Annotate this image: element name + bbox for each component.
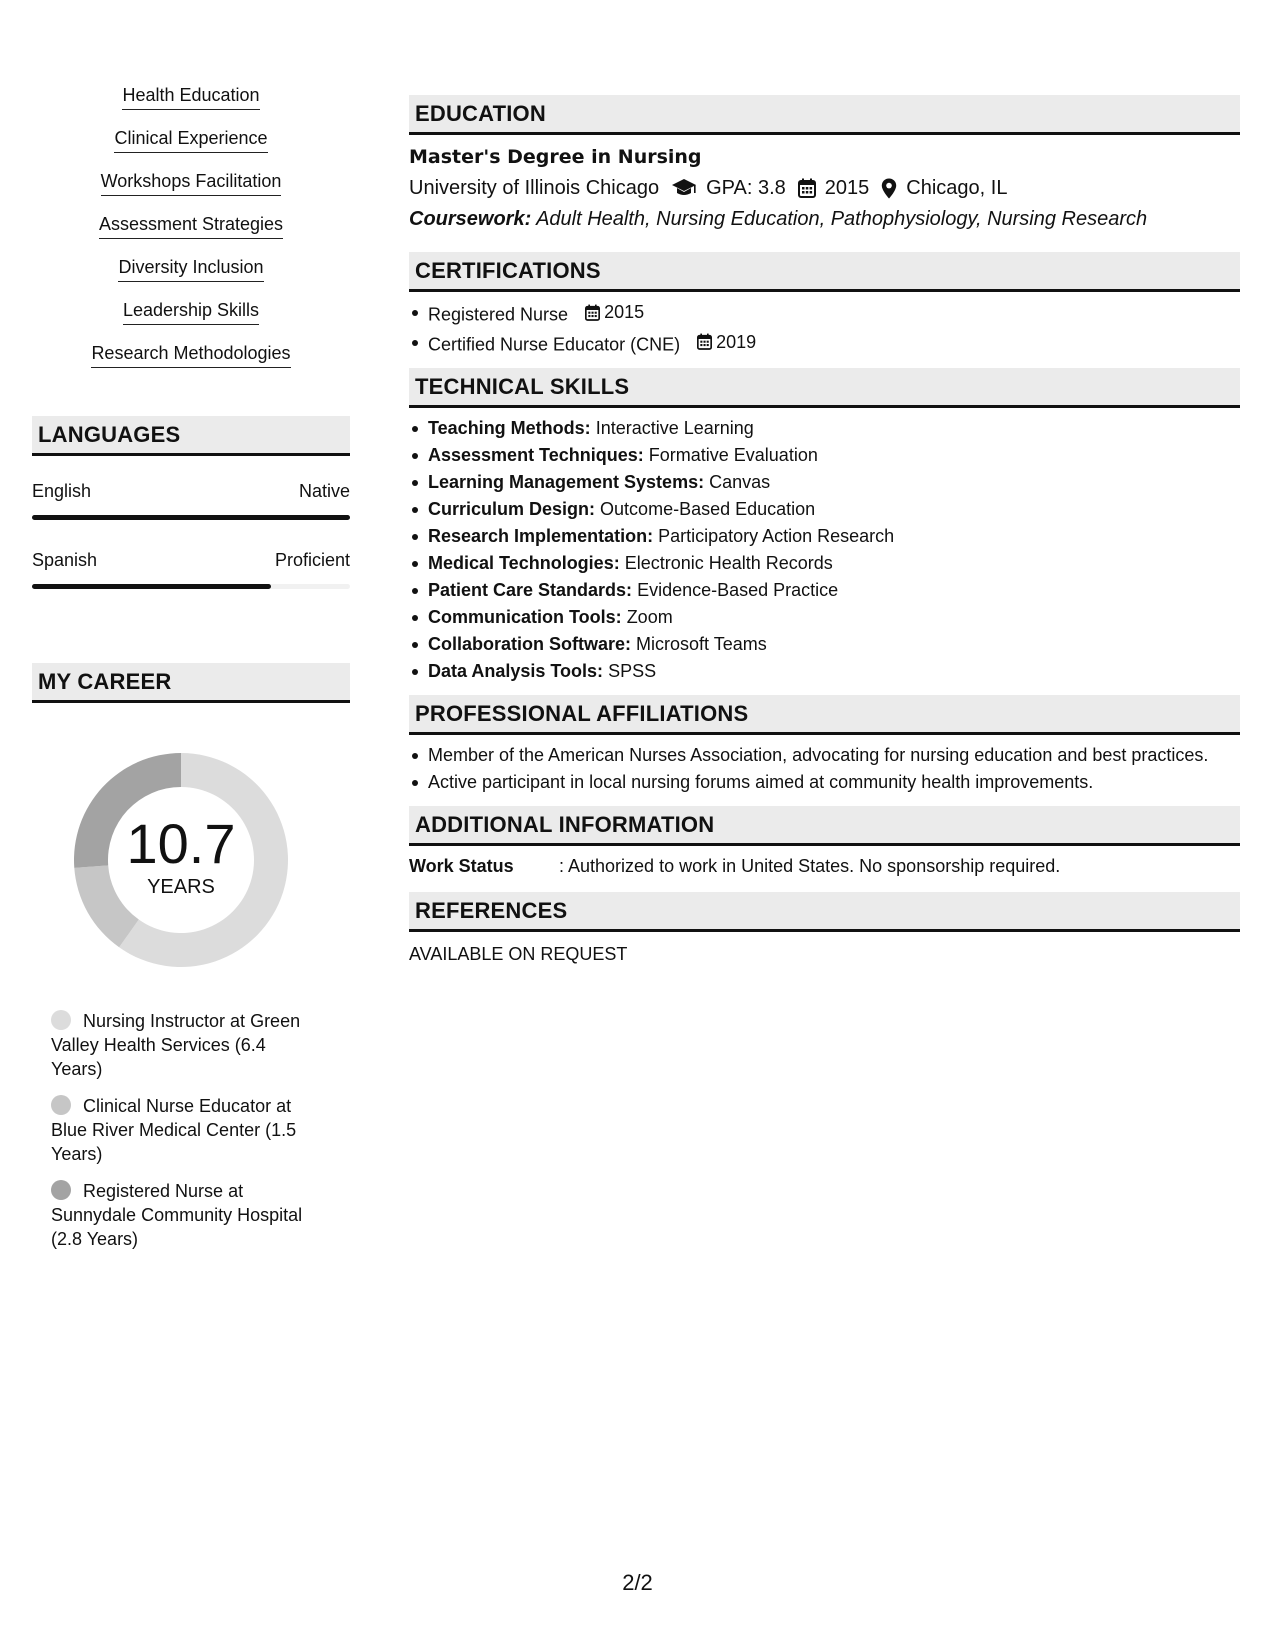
skill-tag: Research Methodologies	[91, 342, 290, 368]
affiliation-item: Active participant in local nursing forums aimed at community health improvements.	[409, 770, 1240, 794]
skill-value: SPSS	[608, 661, 657, 681]
career-legend-item	[51, 1009, 321, 1081]
calendar-icon	[798, 178, 816, 198]
language-bar	[32, 584, 350, 589]
skill-label: Learning Management Systems:	[428, 472, 705, 492]
legend-dot-icon	[51, 1180, 71, 1200]
work-status-value: : Authorized to work in United States. No sponsorship required.	[559, 856, 1061, 876]
skill-value: Outcome-Based Education	[600, 499, 816, 519]
skill-tag: Workshops Facilitation	[101, 170, 282, 196]
certification-date	[585, 300, 644, 324]
skill-value: Canvas	[709, 472, 771, 492]
skill-tag: Health Education	[122, 84, 259, 110]
language-item	[32, 549, 350, 589]
references-text: AVAILABLE ON REQUEST	[409, 944, 628, 964]
coursework-label: Coursework:	[409, 208, 532, 230]
skill-label: Research Implementation:	[428, 526, 654, 546]
technical-skill-item	[409, 551, 1240, 575]
career-legend-label: Registered Nurse at Sunnydale Community Hospital (2.8 Years)	[51, 1181, 303, 1249]
technical-skill-item	[409, 605, 1240, 629]
work-status	[409, 854, 1240, 878]
skill-tag: Diversity Inclusion	[118, 256, 263, 282]
skill-tag: Assessment Strategies	[99, 213, 283, 239]
career-donut	[66, 745, 296, 975]
affiliations-heading: PROFESSIONAL AFFILIATIONS	[409, 695, 1240, 735]
career-legend-item	[51, 1094, 321, 1166]
calendar-icon	[585, 304, 600, 321]
technical-skills-list	[409, 416, 1240, 683]
career-total	[66, 745, 296, 975]
skill-label: Assessment Techniques:	[428, 445, 644, 465]
career-total-unit: YEARS	[147, 876, 215, 898]
skills-list	[32, 84, 350, 385]
calendar-icon	[697, 333, 712, 350]
skill-label: Medical Technologies:	[428, 553, 620, 573]
skill-label: Curriculum Design:	[428, 499, 596, 519]
skill-label: Teaching Methods:	[428, 418, 591, 438]
career-heading: MY CAREER	[32, 663, 350, 703]
skill-value: Participatory Action Research	[658, 526, 895, 546]
certification-item	[409, 330, 1240, 357]
legend-dot-icon	[51, 1095, 71, 1115]
language-level: Native	[298, 481, 350, 501]
skill-value: Evidence-Based Practice	[637, 580, 839, 600]
coursework	[409, 206, 1240, 232]
graduation-cap-icon	[671, 178, 697, 198]
school-name: University of Illinois Chicago	[409, 177, 660, 199]
technical-skill-item	[409, 470, 1240, 494]
work-status-label: Work Status	[409, 856, 514, 876]
language-bar-fill	[32, 515, 350, 520]
graduation-year: 2015	[824, 177, 870, 199]
gpa: GPA: 3.8	[706, 177, 786, 199]
certification-name: Certified Nurse Educator (CNE)	[428, 334, 681, 354]
skill-value: Interactive Learning	[595, 418, 754, 438]
skill-value: Microsoft Teams	[636, 634, 767, 654]
technical-skill-item	[409, 497, 1240, 521]
technical-skill-item	[409, 443, 1240, 467]
certification-year: 2019	[716, 331, 757, 352]
skill-tag: Clinical Experience	[114, 127, 267, 153]
skill-label: Collaboration Software:	[428, 634, 632, 654]
map-pin-icon	[881, 178, 897, 199]
career-legend	[51, 1009, 321, 1251]
affiliations-list	[409, 743, 1240, 794]
legend-dot-icon	[51, 1010, 71, 1030]
skill-value: Formative Evaluation	[648, 445, 818, 465]
career-legend-label: Nursing Instructor at Green Valley Health Services (6.4 Years)	[51, 1011, 301, 1079]
certifications-list	[409, 300, 1240, 356]
degree-title: Master's Degree in Nursing	[409, 146, 702, 168]
technical-skill-item	[409, 416, 1240, 440]
career-legend-label: Clinical Nurse Educator at Blue River Medical Center (1.5 Years)	[51, 1096, 297, 1164]
skill-value: Electronic Health Records	[624, 553, 833, 573]
references-heading: REFERENCES	[409, 892, 1240, 932]
technical-skill-item	[409, 632, 1240, 656]
skill-tag: Leadership Skills	[123, 299, 259, 325]
technical-skill-item	[409, 524, 1240, 548]
language-name: English	[32, 481, 92, 501]
languages-heading: LANGUAGES	[32, 416, 350, 456]
language-level: Proficient	[274, 550, 350, 570]
skill-label: Communication Tools:	[428, 607, 622, 627]
left-column	[32, 84, 350, 1264]
certification-date	[697, 330, 756, 354]
skill-label: Data Analysis Tools:	[428, 661, 604, 681]
technical-skill-item	[409, 578, 1240, 602]
language-bar	[32, 515, 350, 520]
language-item	[32, 480, 350, 520]
certification-name: Registered Nurse	[428, 304, 569, 325]
certification-year: 2015	[604, 302, 645, 322]
education-heading: EDUCATION	[409, 95, 1240, 135]
certifications-heading: CERTIFICATIONS	[409, 252, 1240, 292]
additional-info-heading: ADDITIONAL INFORMATION	[409, 806, 1240, 846]
education-details	[409, 175, 1240, 201]
certification-item	[409, 300, 1240, 327]
career-total-value: 10.7	[126, 812, 236, 875]
technical-skill-item	[409, 659, 1240, 683]
right-column	[409, 95, 1240, 966]
school-location: Chicago, IL	[906, 177, 1008, 199]
technical-skills-heading: TECHNICAL SKILLS	[409, 368, 1240, 408]
language-bar-fill	[32, 584, 271, 589]
skill-value: Zoom	[626, 607, 673, 627]
affiliation-item: Member of the American Nurses Association, advocating for nursing education and best practices.	[409, 743, 1240, 767]
career-legend-item	[51, 1179, 321, 1251]
language-name: Spanish	[32, 550, 98, 570]
skill-label: Patient Care Standards:	[428, 580, 633, 600]
page-number: 2/2	[622, 1570, 653, 1595]
coursework-list: Adult Health, Nursing Education, Pathophysiology, Nursing Research	[536, 208, 1148, 230]
